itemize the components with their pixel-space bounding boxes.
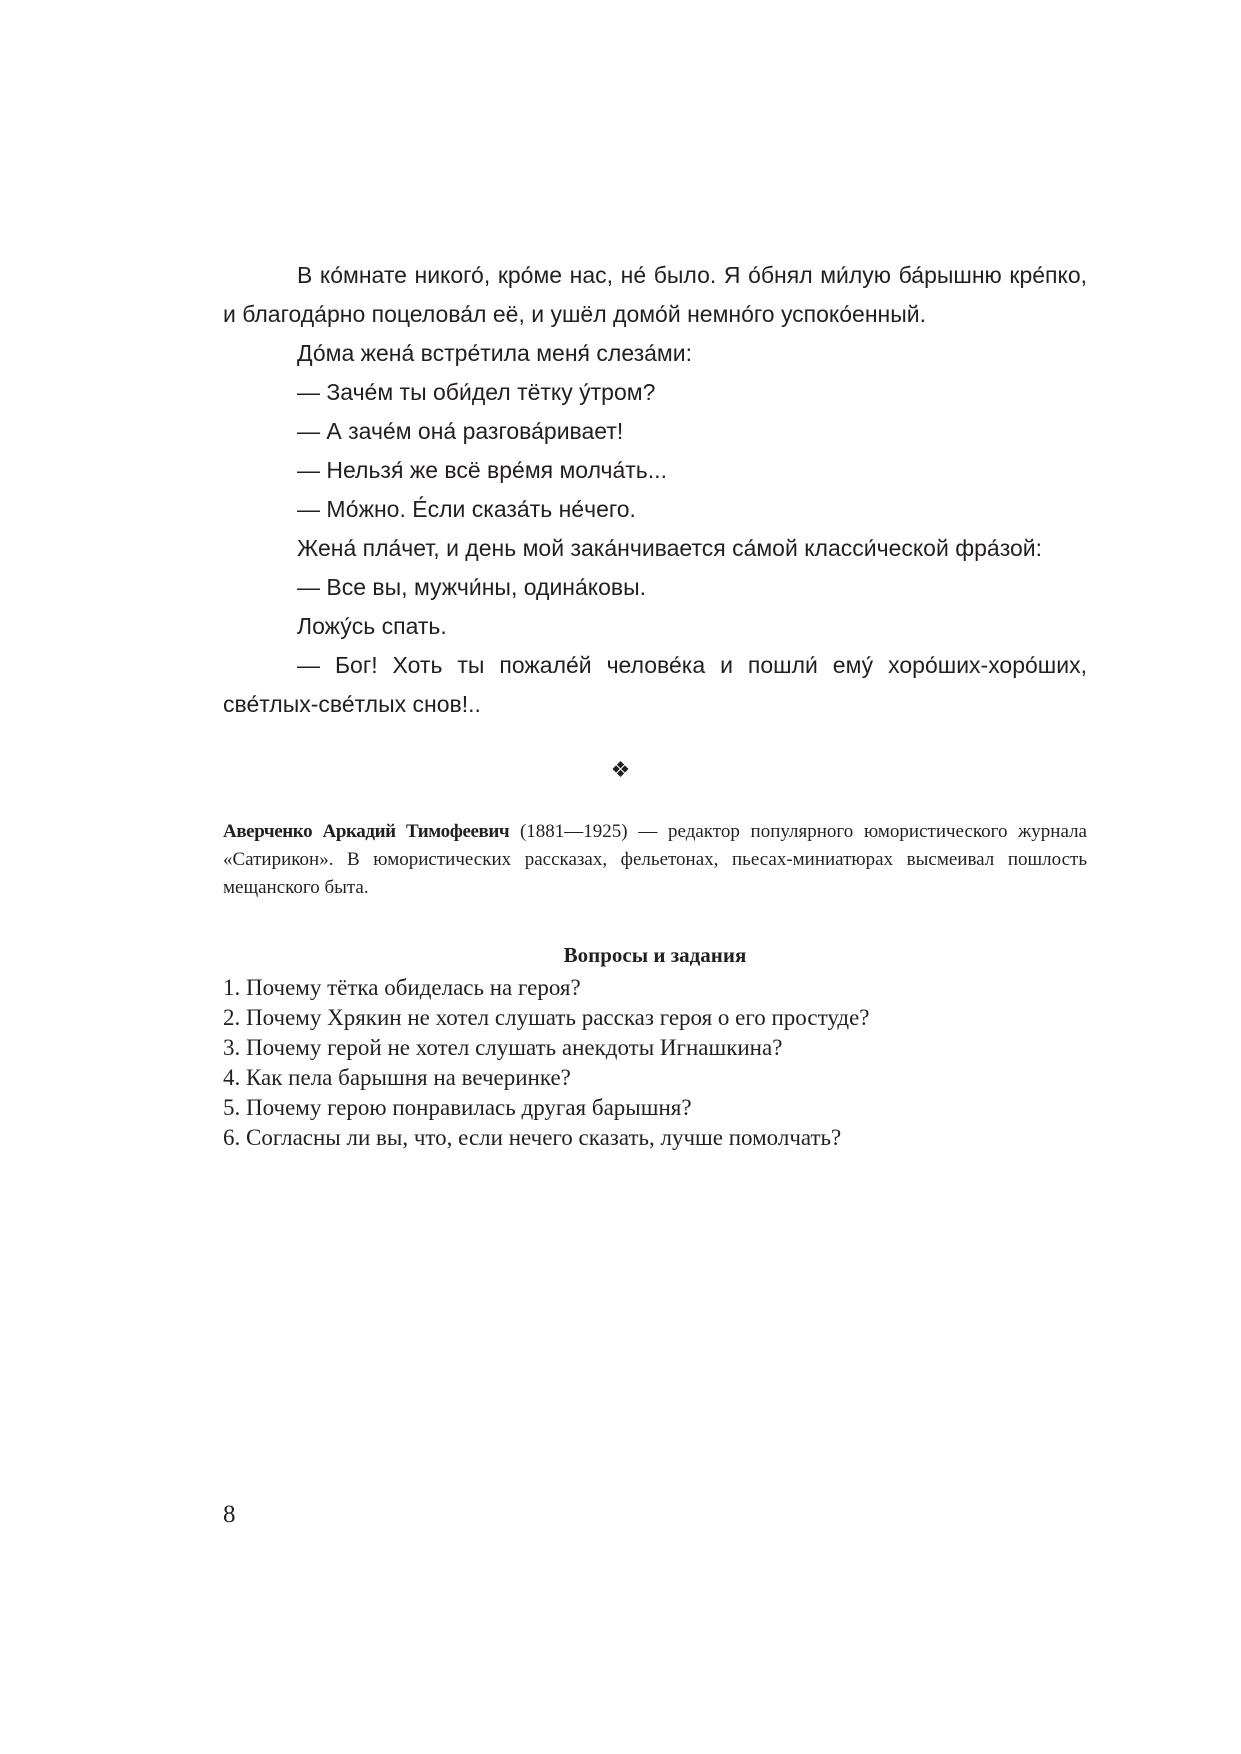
author-name: Аверченко Аркадий Тимофеевич — [223, 821, 510, 842]
question-item: 1. Почему тётка обиделась на героя? — [223, 975, 581, 1000]
author-note — [223, 818, 1087, 902]
section-divider-ornament: ❖ — [610, 757, 631, 782]
question-item: 2. Почему Хрякин не хотел слушать рассказ героя о его простуде? — [223, 1005, 870, 1030]
dialogue-line: — Заче́м ты оби́дел тётку у́тром? — [297, 379, 656, 405]
story-paragraph: До́ма жена́ встре́тила меня́ слеза́ми: — [297, 340, 692, 366]
question-item: 3. Почему герой не хотел слушать анекдоты Игнашкина? — [223, 1035, 783, 1060]
story-paragraph: В ко́мнате никого́, кро́ме нас, не́ было. Я о́бнял ми́лую ба́рышню кре́пко, и благода́рно поцелова́л её, и ушёл домо́й немно́го успоко́енный. — [223, 262, 1087, 327]
question-item: 4. Как пела барышня на вечеринке? — [223, 1065, 571, 1090]
dialogue-line: — Мо́жно. Е́сли сказа́ть не́чего. — [297, 496, 636, 522]
story-text — [223, 256, 1087, 724]
question-item: 5. Почему герою понравилась другая барышня? — [223, 1095, 692, 1120]
story-paragraph: Жена́ пла́чет, и день мой зака́нчивается са́мой класси́ческой фра́зой: — [297, 535, 1043, 561]
questions-list — [223, 973, 1087, 1153]
dialogue-line: — А заче́м она́ разгова́ривает! — [297, 418, 624, 444]
page-number: 8 — [223, 1501, 236, 1528]
question-item: 6. Согласны ли вы, что, если нечего сказать, лучше помолчать? — [223, 1125, 842, 1150]
dialogue-line: — Нельзя́ же всё вре́мя молча́ть... — [297, 457, 667, 483]
dialogue-line: — Все вы, мужчи́ны, одина́ковы. — [297, 574, 647, 600]
author-note-text: (1881—1925) — редактор популярного юмористического журнала «Сатирикон». В юмористических рассказах, фельетонах, пьесах-миниатюрах высмеивал пошлость мещанского быта. — [223, 821, 1087, 898]
story-paragraph: Ложу́сь спать. — [297, 613, 447, 639]
dialogue-line: — Бог! Хоть ты пожале́й челове́ка и пошли́ ему́ хоро́ших-хоро́ших, све́тлых-све́тлых снов!.. — [223, 652, 1087, 717]
questions-heading: Вопросы и задания — [563, 943, 747, 967]
